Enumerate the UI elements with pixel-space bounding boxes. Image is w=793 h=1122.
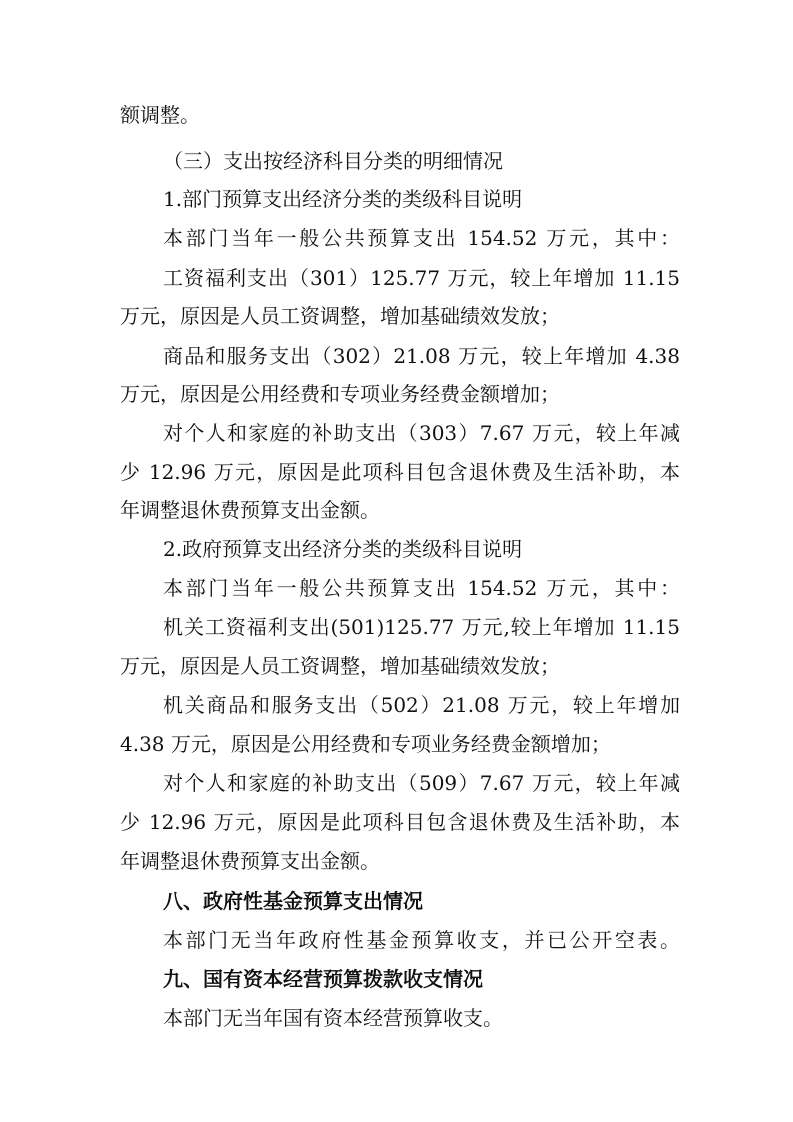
paragraph-line: 少 12.96 万元，原因是此项科目包含退休费及生活补助，本: [120, 810, 680, 834]
paragraph-line: 万元，原因是人员工资调整，增加基础绩效发放；: [120, 654, 560, 678]
subsection-title: 1.部门预算支出经济分类的类级科目说明: [163, 187, 523, 211]
paragraph-line: 万元，原因是公用经费和专项业务经费金额增加；: [120, 382, 560, 406]
paragraph-line: 年调整退休费预算支出金额。: [120, 498, 380, 522]
subsection-title: 2.政府预算支出经济分类的类级科目说明: [163, 537, 523, 561]
paragraph-line: 本部门当年一般公共预算支出 154.52 万元，其中：: [163, 576, 680, 600]
paragraph-line: 本部门无当年国有资本经营预算收支。: [163, 1006, 503, 1030]
paragraph-line: 机关商品和服务支出（502）21.08 万元，较上年增加: [163, 693, 680, 717]
section-heading: 九、国有资本经营预算拨款收支情况: [163, 967, 483, 991]
paragraph-line: 本部门当年一般公共预算支出 154.52 万元，其中：: [163, 226, 680, 250]
subsection-heading: （三）支出按经济科目分类的明细情况: [163, 149, 503, 173]
section-heading: 八、政府性基金预算支出情况: [163, 889, 423, 913]
paragraph-line: 商品和服务支出（302）21.08 万元，较上年增加 4.38: [163, 344, 680, 368]
paragraph-line: 4.38 万元，原因是公用经费和专项业务经费金额增加；: [120, 732, 611, 756]
paragraph-line: 少 12.96 万元，原因是此项科目包含退休费及生活补助，本: [120, 460, 680, 484]
paragraph-line: 机关工资福利支出(501)125.77 万元,较上年增加 11.15: [163, 615, 680, 639]
paragraph-line: 额调整。: [120, 103, 200, 127]
paragraph-line: 对个人和家庭的补助支出（509）7.67 万元，较上年减: [163, 771, 680, 795]
paragraph-line: 万元，原因是人员工资调整，增加基础绩效发放；: [120, 304, 560, 328]
paragraph-line: 工资福利支出（301）125.77 万元，较上年增加 11.15: [163, 266, 680, 290]
paragraph-line: 对个人和家庭的补助支出（303）7.67 万元，较上年减: [163, 421, 680, 445]
paragraph-line: 年调整退休费预算支出金额。: [120, 849, 380, 873]
paragraph-line: 本部门无当年政府性基金预算收支，并已公开空表。: [163, 928, 680, 952]
